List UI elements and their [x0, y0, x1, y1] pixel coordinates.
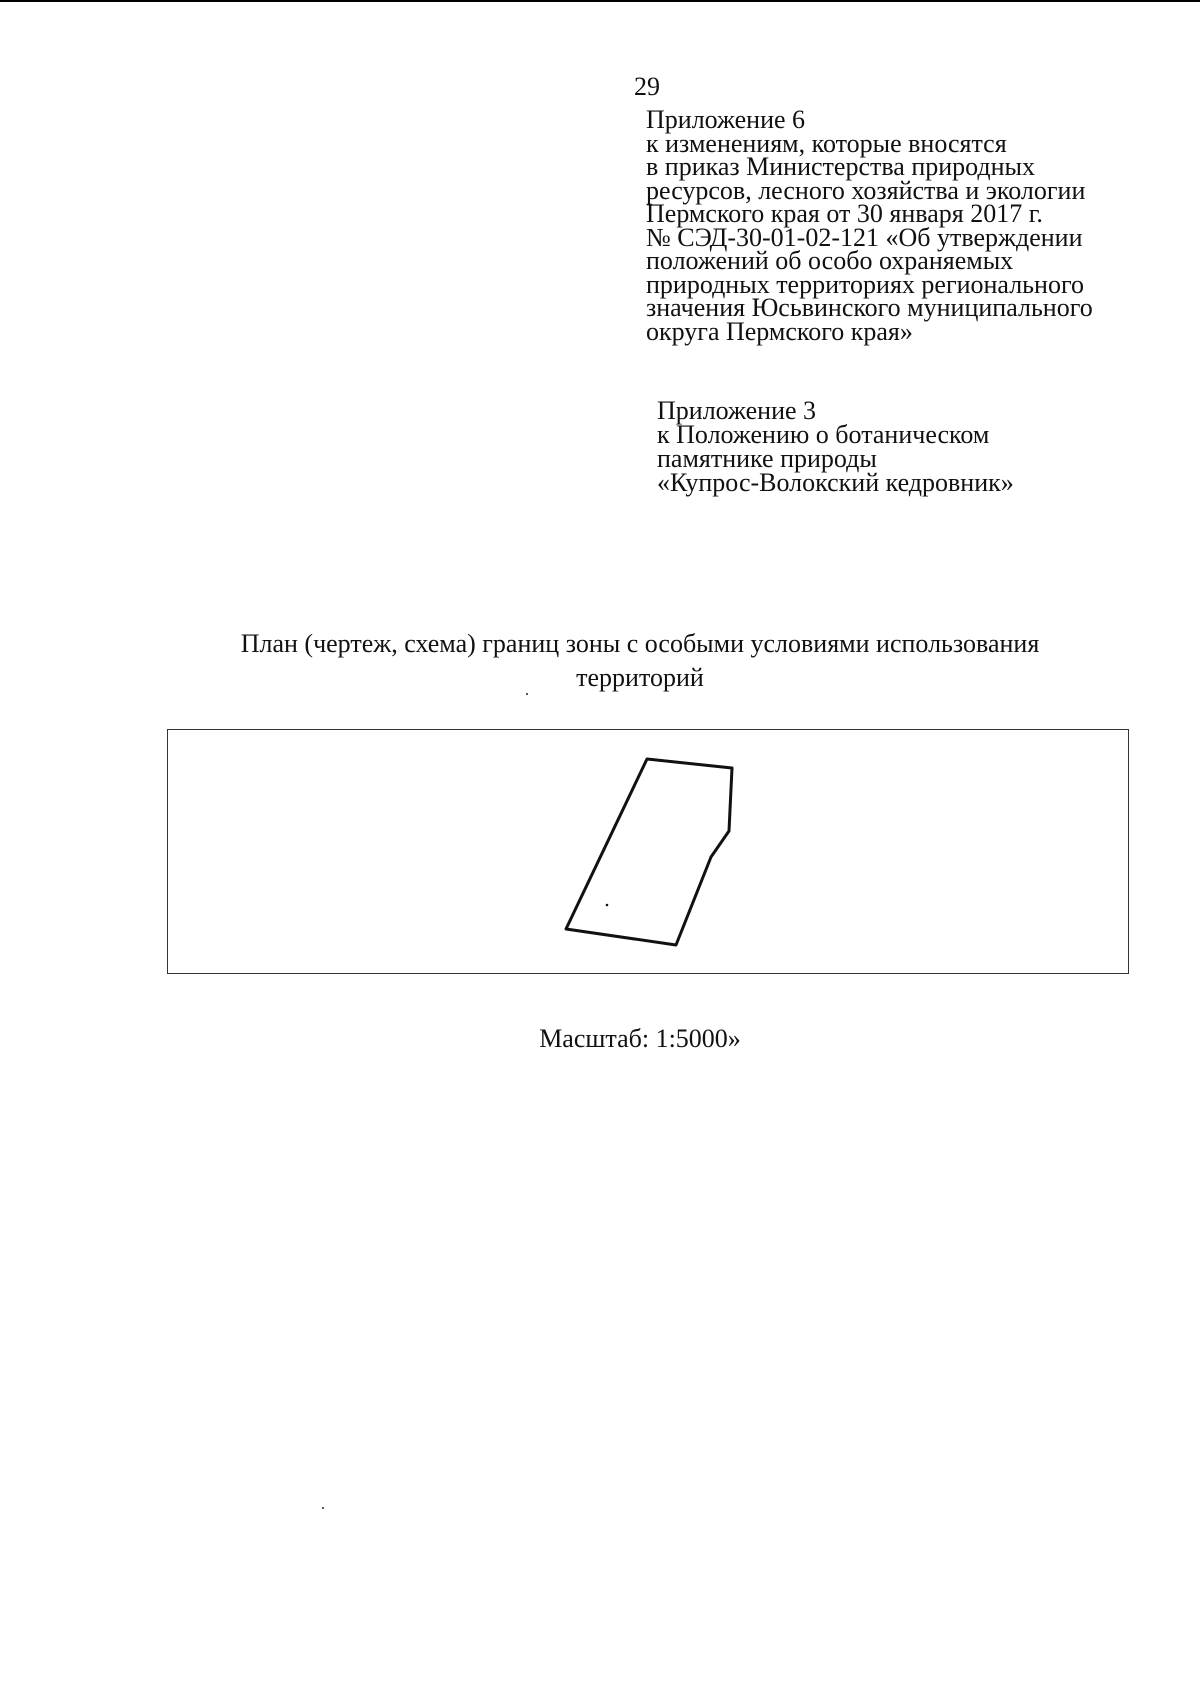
map-frame — [167, 729, 1129, 974]
plan-title-line: План (чертеж, схема) границ зоны с особыми условиями использования — [240, 629, 1040, 658]
scale-label: Масштаб: 1:5000» — [539, 1024, 741, 1053]
boundary-map — [168, 730, 1130, 975]
appendix-6-line: ресурсов, лесного хозяйства и экологии — [646, 175, 1086, 205]
map-point — [606, 904, 609, 907]
appendix-6-line: к изменениям, которые вносятся — [646, 128, 1007, 158]
appendix-3-line: Приложение 3 — [657, 396, 817, 425]
plan-title — [120, 627, 1160, 695]
appendix-6-line: округа Пермского края» — [646, 316, 913, 346]
scan-speck — [322, 1507, 324, 1509]
page-number: 29 — [634, 72, 660, 101]
appendix-6-line: № СЭД-30-01-02-121 «Об утверждении — [646, 222, 1083, 252]
appendix-6-line: Пермского края от 30 января 2017 г. — [646, 199, 1043, 228]
page-top-edge — [0, 0, 1200, 2]
appendix-3-line: памятнике природы — [657, 444, 877, 473]
appendix-6-header — [646, 105, 1166, 346]
appendix-3-line: «Купрос-Волокский кедровник» — [657, 468, 1014, 497]
plan-title-line: территорий — [576, 663, 704, 692]
appendix-6-line: в приказ Министерства природных — [646, 152, 1036, 181]
appendix-6-line: Приложение 6 — [646, 105, 806, 134]
scan-speck — [526, 693, 528, 695]
appendix-6-line: природных территориях регионального — [646, 269, 1084, 299]
appendix-6-line: положений об особо охраняемых — [646, 246, 1014, 275]
appendix-3-header — [657, 396, 1157, 497]
appendix-6-line: значения Юсьвинского муниципального — [646, 293, 1093, 322]
appendix-3-line: к Положению о ботаническом — [657, 420, 990, 449]
zone-boundary-polygon — [566, 759, 732, 945]
